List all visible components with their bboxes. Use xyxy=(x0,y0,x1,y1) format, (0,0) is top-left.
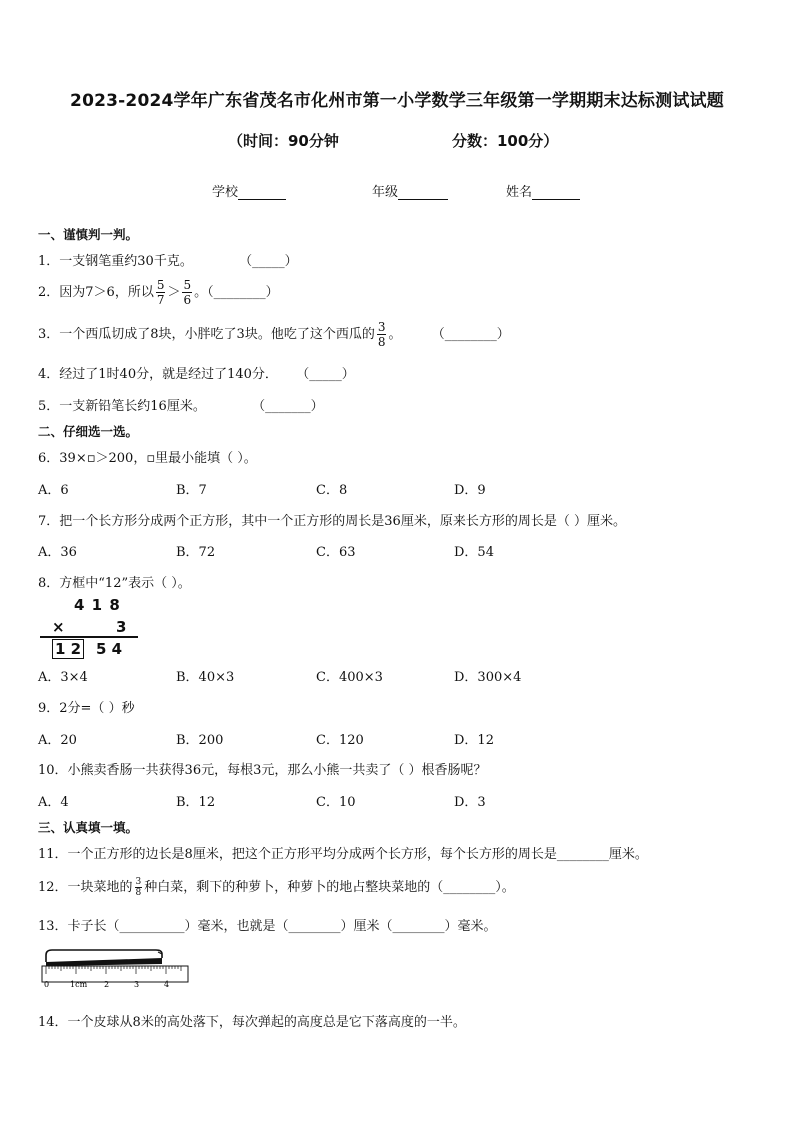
question-1-text: 1．一支钢笔重约30千克。 xyxy=(38,254,193,269)
q7-option-c[interactable]: C．63 xyxy=(316,545,356,560)
ruler-label-1cm: 1cm xyxy=(70,980,88,989)
fraction-denominator: 7 xyxy=(156,293,165,307)
q7-option-d[interactable]: D．54 xyxy=(454,545,494,560)
section-3-title: 三、认真填一填。 xyxy=(38,820,139,835)
q9-option-c[interactable]: C．120 xyxy=(316,733,364,748)
grade-blank[interactable] xyxy=(398,185,448,200)
fraction-denominator: 8 xyxy=(377,335,386,349)
question-9: 9．2分=（ ）秒 xyxy=(38,701,135,716)
fraction-3-8-small xyxy=(135,877,143,898)
question-3 xyxy=(38,320,510,349)
question-13: 13．卡子长（__________）毫米，也就是（________）厘米（________）毫米。 xyxy=(38,919,497,934)
school-blank[interactable] xyxy=(238,185,286,200)
section-1-title: 一、谨慎判一判。 xyxy=(38,227,139,242)
question-11: 11．一个正方形的边长是8厘米，把这个正方形平均分成两个长方形，每个长方形的周长是________厘米。 xyxy=(38,847,648,862)
q8-option-b[interactable]: B．40×3 xyxy=(176,670,235,685)
fraction-denominator: 8 xyxy=(135,888,142,898)
greater-than: ＞ xyxy=(167,285,181,300)
question-8: 8．方框中“12”表示（ ）。 xyxy=(38,576,191,591)
exam-time: （时间：90分钟 xyxy=(228,132,339,150)
question-3-end: 。 xyxy=(388,327,402,342)
question-3-text: 3．一个西瓜切成了8块，小胖吃了3块。他吃了这个西瓜的 xyxy=(38,327,375,342)
times-sign: × xyxy=(52,618,65,636)
name-label: 姓名 xyxy=(506,185,533,200)
q6-option-a[interactable]: A．6 xyxy=(38,483,69,498)
fraction-denominator: 6 xyxy=(183,293,192,307)
name-field xyxy=(506,181,580,200)
mult-second-row: 3 xyxy=(116,618,127,636)
question-4 xyxy=(38,363,355,382)
ruler-label-0: 0 xyxy=(44,980,50,989)
question-3-answer[interactable]: （________） xyxy=(431,327,510,342)
fraction-numerator: 5 xyxy=(183,278,192,292)
q6-option-b[interactable]: B．7 xyxy=(176,483,207,498)
q9-option-a[interactable]: A．20 xyxy=(38,733,77,748)
q10-option-a[interactable]: A．4 xyxy=(38,795,69,810)
section-2-title: 二、仔细选一选。 xyxy=(38,424,139,439)
question-5-answer[interactable]: （_______） xyxy=(252,399,324,414)
grade-label: 年级 xyxy=(372,185,399,200)
fraction-5-7 xyxy=(156,278,166,307)
q10-option-b[interactable]: B．12 xyxy=(176,795,216,810)
question-2-answer[interactable]: 。（________） xyxy=(194,285,279,300)
q6-option-d[interactable]: D．9 xyxy=(454,483,486,498)
ruler-clip-figure xyxy=(38,942,194,990)
question-7: 7．把一个长方形分成两个正方形，其中一个正方形的周长是36厘米，原来长方形的周长是（ ）厘米。 xyxy=(38,514,626,529)
question-4-answer[interactable]: （_____） xyxy=(296,367,355,382)
question-10: 10．小熊卖香肠一共获得36元，每根3元，那么小熊一共卖了（ ）根香肠呢？ xyxy=(38,763,487,778)
question-1 xyxy=(38,250,298,269)
q10-option-c[interactable]: C．10 xyxy=(316,795,356,810)
question-2-text: 2．因为7＞6，所以 xyxy=(38,285,154,300)
q9-option-d[interactable]: D．12 xyxy=(454,733,494,748)
q8-option-c[interactable]: C．400×3 xyxy=(316,670,383,685)
fraction-numerator: 5 xyxy=(156,278,165,292)
q6-option-c[interactable]: C．8 xyxy=(316,483,348,498)
fraction-3-8 xyxy=(377,320,387,349)
clip-icon xyxy=(46,950,162,966)
q10-option-d[interactable]: D．3 xyxy=(454,795,486,810)
name-blank[interactable] xyxy=(532,185,580,200)
fraction-numerator: 3 xyxy=(377,320,386,334)
question-6: 6．39×▫＞200，▫里最小能填（ ）。 xyxy=(38,451,257,466)
q7-option-a[interactable]: A．36 xyxy=(38,545,77,560)
question-5-text: 5．一支新铅笔长约16厘米。 xyxy=(38,399,206,414)
question-14: 14．一个皮球从8米的高处落下，每次弹起的高度总是它下落高度的一半。 xyxy=(38,1015,466,1030)
ruler-label-3: 3 xyxy=(134,980,140,989)
fraction-5-6 xyxy=(182,278,192,307)
q8-option-d[interactable]: D．300×4 xyxy=(454,670,522,685)
fraction-numerator: 3 xyxy=(135,877,142,887)
page-title: 2023-2024学年广东省茂名市化州市第一小学数学三年级第一学期期末达标测试试题 xyxy=(70,91,724,111)
highlight-box xyxy=(52,640,84,658)
ruler-label-2: 2 xyxy=(104,980,110,989)
question-2 xyxy=(38,278,279,307)
question-12-text-b: 种白菜，剩下的种萝卜，种萝卜的地占整块菜地的（________）。 xyxy=(144,880,515,895)
q7-option-b[interactable]: B．72 xyxy=(176,545,216,560)
question-12 xyxy=(38,876,515,898)
exam-score: 分数：100分） xyxy=(452,132,559,150)
question-1-answer[interactable]: （_____） xyxy=(239,254,298,269)
question-12-text-a: 12．一块菜地的 xyxy=(38,880,133,895)
school-field xyxy=(212,181,286,200)
q8-option-a[interactable]: A．3×4 xyxy=(38,670,88,685)
school-label: 学校 xyxy=(212,185,239,200)
boxed-12: 1 2 xyxy=(52,639,84,659)
question-5 xyxy=(38,395,324,414)
mult-top-row: 4 1 8 xyxy=(74,596,120,614)
mult-result-rest: 5 4 xyxy=(96,640,123,658)
ruler-label-4: 4 xyxy=(164,980,170,989)
ruler-icon xyxy=(42,966,188,989)
grade-field xyxy=(372,181,448,200)
question-4-text: 4．经过了1时40分，就是经过了140分． xyxy=(38,367,278,382)
mult-rule xyxy=(40,636,138,638)
q9-option-b[interactable]: B．200 xyxy=(176,733,224,748)
